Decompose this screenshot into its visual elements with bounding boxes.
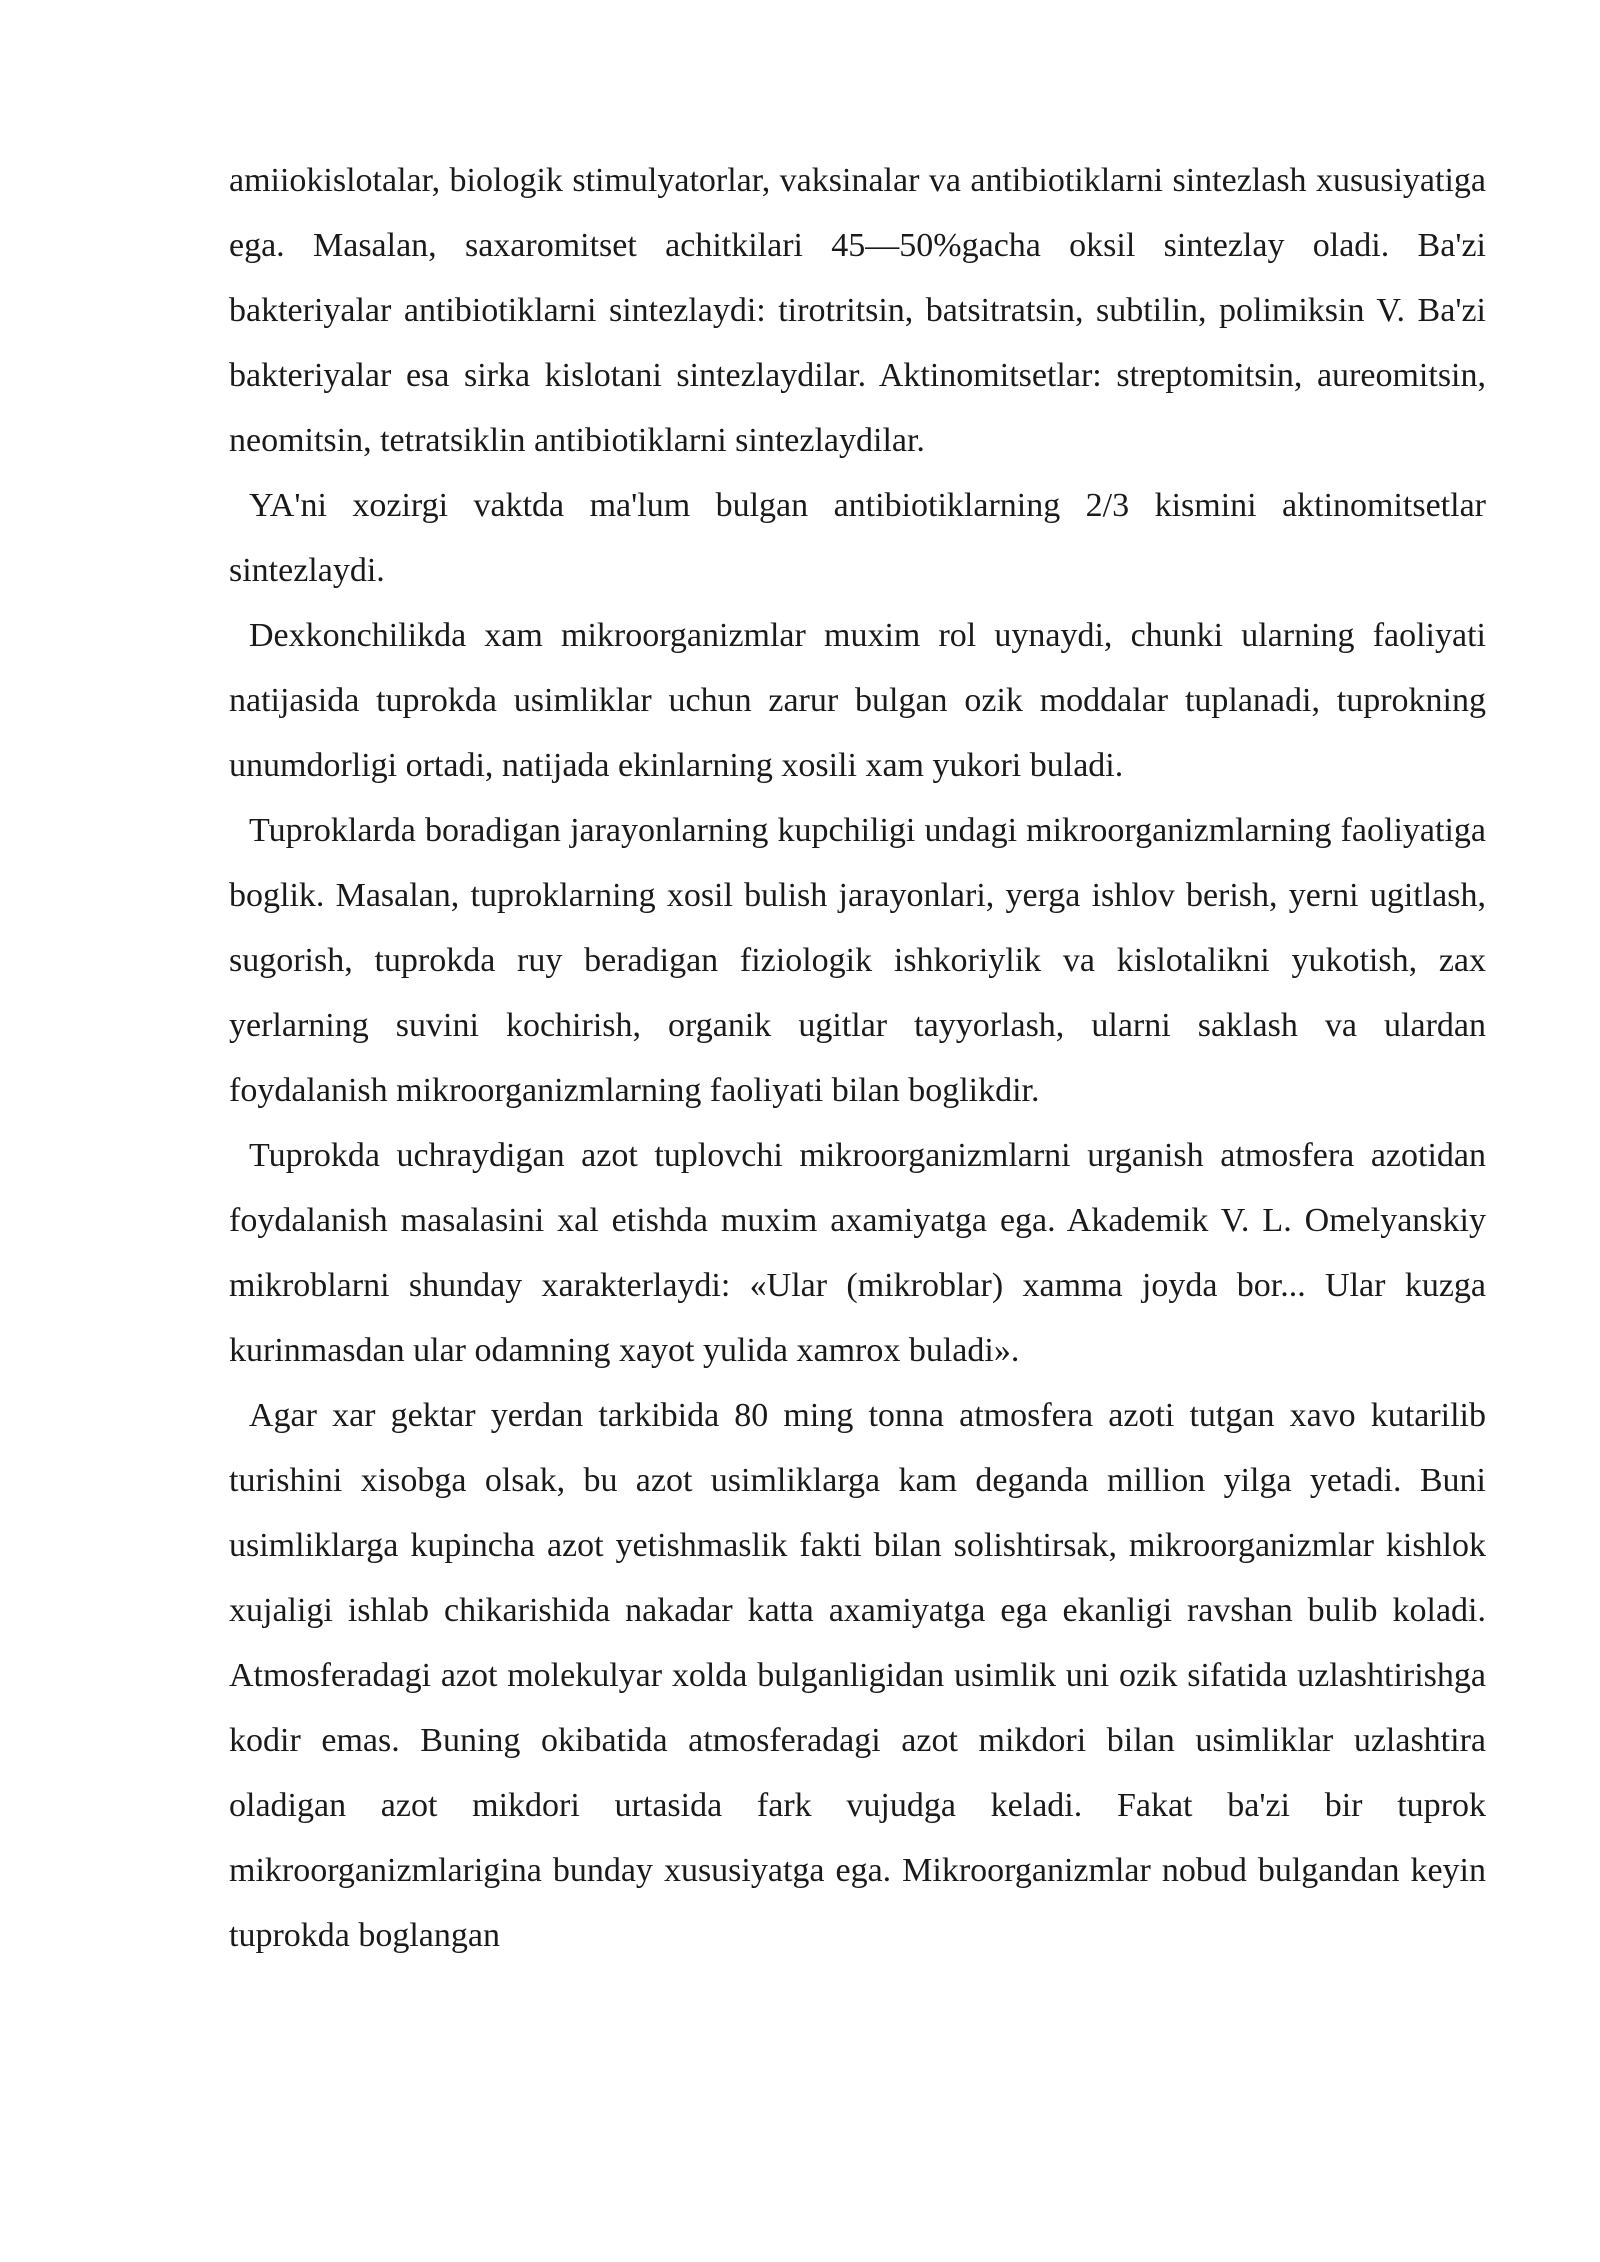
body-text: [229, 148, 1486, 1968]
paragraph-continuation: amiiokislotalar, biologik stimulyatorlar, vaksinalar va antibiotiklarni sintezlash xususiyatiga ega. Masalan, saxaromitset achitkilari 45—50%gacha oksil sintezlay oladi. Ba'zi bakteriyalar antibiotiklarni sintezlaydi: tirotritsin, batsitratsin, subtilin, polimiksin V. Ba'zi bakteriyalar esa sirka kislotani sintezlaydilar. Aktinomitsetlar: streptomitsin, aureomitsin, neomitsin, tetratsiklin antibiotiklarni sintezlaydilar.: [229, 162, 1486, 459]
paragraph-nitrogen-fixers: Tuprokda uchraydigan azot tuplovchi mikroorganizmlarni urganish atmosfera azotidan foydalanish masalasini xal etishda muxim axamiyatga ega. Akademik V. L. Omelyanskiy mikroblarni shunday xarakterlaydi: «Ular (mikroblar) xamma joyda bor... Ular kuzga kurinmasdan ular odamning xayot yulida xamrox buladi».: [229, 1137, 1486, 1369]
paragraph-antibiotics: YA'ni xozirgi vaktda ma'lum bulgan antibiotiklarning 2/3 kismini aktinomitsetlar sintezlaydi.: [229, 487, 1486, 589]
paragraph-soil-processes: Tuproklarda boradigan jarayonlarning kupchiligi undagi mikroorganizmlarning faoliyatiga boglik. Masalan, tuproklarning xosil bulish jarayonlari, yerga ishlov berish, yerni ugitlash, sugorish, tuprokda ruy beradigan fiziologik ishkoriylik va kislotalikni yukotish, zax yerlarning suvini kochirish, organik ugitlar tayyorlash, ularni saklash va ulardan foydalanish mikroorganizmlarning faoliyati bilan boglikdir.: [229, 812, 1486, 1109]
paragraph-atmospheric-nitrogen: Agar xar gektar yerdan tarkibida 80 ming tonna atmosfera azoti tutgan xavo kutarilib turishini xisobga olsak, bu azot usimliklarga kam deganda million yilga yetadi. Buni usimliklarga kupincha azot yetishmaslik fakti bilan solishtirsak, mikroorganizmlar kishlok xujaligi ishlab chikarishida nakadar katta axamiyatga ega ekanligi ravshan bulib koladi. Atmosferadagi azot molekulyar xolda bulganligidan usimlik uni ozik sifatida uzlashtirishga kodir emas. Buning okibatida atmosferadagi azot mikdori bilan usimliklar uzlashtira oladigan azot mikdori urtasida fark vujudga keladi. Fakat ba'zi bir tuprok mikroorganizmlarigina bunday xususiyatga ega. Mikroorganizmlar nobud bulgandan keyin tuprokda boglangan: [229, 1397, 1486, 1954]
paragraph-agriculture: Dexkonchilikda xam mikroorganizmlar muxim rol uynaydi, chunki ularning faoliyati natijasida tuprokda usimliklar uchun zarur bulgan ozik moddalar tuplanadi, tuprokning unumdorligi ortadi, natijada ekinlarning xosili xam yukori buladi.: [229, 617, 1486, 784]
